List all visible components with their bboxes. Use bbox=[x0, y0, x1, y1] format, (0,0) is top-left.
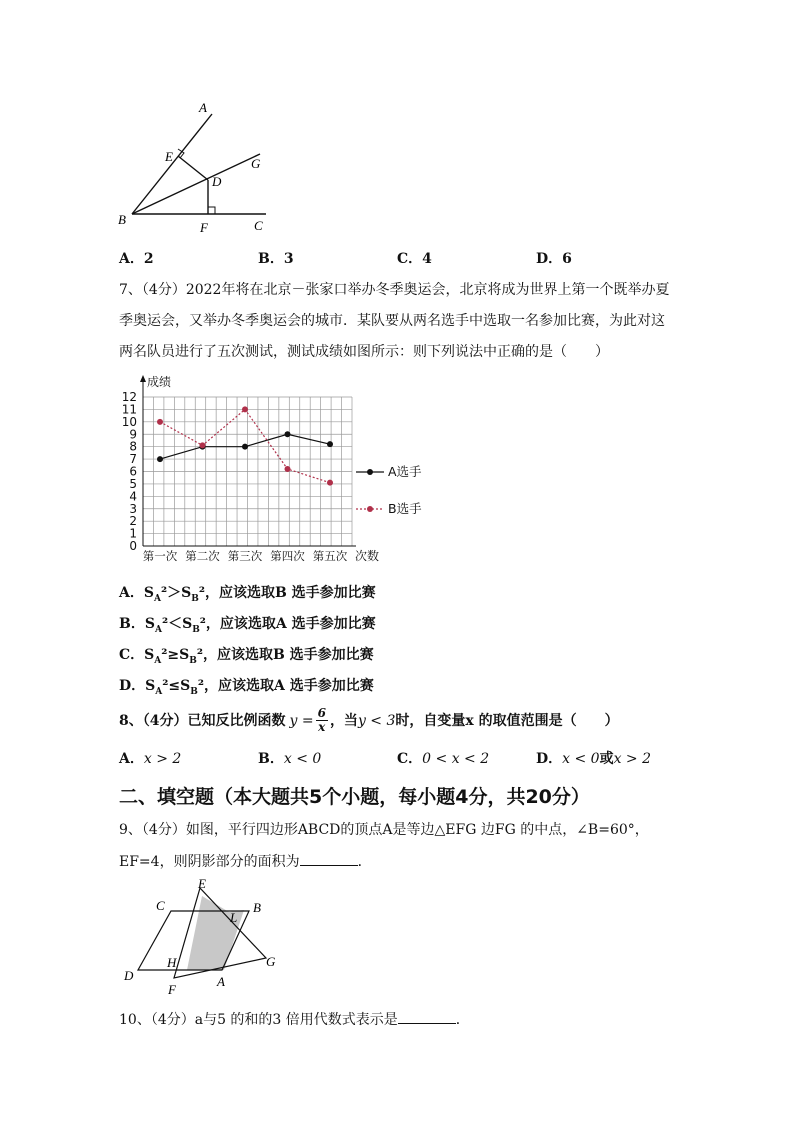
q7-option-d-mid: ²≤S bbox=[162, 678, 191, 694]
x-axis-title: 次数 bbox=[355, 549, 380, 563]
q8-option-d-math2: x > 2 bbox=[613, 751, 652, 767]
label-D: D bbox=[212, 174, 222, 189]
q8-option-d[interactable] bbox=[536, 748, 651, 768]
data-point-a bbox=[157, 456, 163, 462]
legend-label: A选手 bbox=[388, 464, 422, 479]
label-F: F bbox=[200, 220, 208, 235]
q7-option-c[interactable] bbox=[119, 644, 374, 666]
q8-option-b[interactable] bbox=[258, 748, 321, 768]
q9-line-1: 9、（4分）如图，平行四边形ABCD的顶点A是等边△EFG 边FG 的中点，∠B=60°， bbox=[119, 822, 649, 838]
y-tick-label: 5 bbox=[129, 476, 137, 491]
label-G: G bbox=[266, 954, 276, 969]
q8-option-d-math1: x < 0 bbox=[562, 751, 600, 767]
label-F: F bbox=[168, 982, 176, 997]
label-L: L bbox=[230, 910, 238, 925]
y-tick-label: 9 bbox=[129, 427, 137, 442]
q9-line-2 bbox=[119, 851, 372, 872]
y-tick-label: 8 bbox=[129, 439, 137, 454]
q7-option-b-sub2: B bbox=[192, 624, 200, 635]
label-E: E bbox=[198, 876, 206, 891]
geometry-figure-q9 bbox=[116, 876, 286, 998]
q8-option-a-label: A． bbox=[119, 751, 144, 767]
q10-question bbox=[119, 1009, 470, 1030]
q9-line-2-end: ． bbox=[357, 854, 372, 870]
data-point-a bbox=[327, 441, 333, 447]
q8-mid: ，当 bbox=[329, 712, 358, 729]
q8-pre: 8、（4分）已知反比例函数 bbox=[119, 712, 286, 729]
q9-line-2-text: EF=4，则阴影部分的面积为 bbox=[119, 854, 300, 870]
q7-option-d-pre: D．S bbox=[119, 678, 156, 694]
y-tick-label: 0 bbox=[129, 539, 137, 553]
q8-func: y = bbox=[289, 712, 314, 729]
q8-post: 时，自变量x 的取值范围是（ ） bbox=[395, 712, 619, 729]
ray-BG bbox=[132, 154, 260, 214]
q8-option-c[interactable] bbox=[397, 748, 489, 768]
q6-option-a[interactable]: A．2 bbox=[119, 251, 154, 267]
y-tick-label: 11 bbox=[121, 402, 137, 417]
legend-marker bbox=[367, 469, 373, 475]
q6-option-b[interactable]: B．3 bbox=[258, 251, 294, 267]
q7-option-d-sub1: A bbox=[155, 686, 163, 697]
q8-option-b-math: x < 0 bbox=[283, 751, 322, 767]
q7-option-b-mid: ²＜S bbox=[161, 616, 193, 632]
label-H: H bbox=[167, 955, 177, 970]
q8-option-d-or: 或 bbox=[599, 751, 614, 767]
q8-numerator: 6 bbox=[317, 706, 326, 720]
y-axis-arrow bbox=[140, 375, 146, 382]
q8-option-c-label: C． bbox=[397, 751, 423, 767]
x-tick-label: 第四次 bbox=[270, 549, 305, 563]
q7-line-1: 7、（4分）2022年将在北京－张家口举办冬季奥运会，北京将成为世界上第一个既举办夏 bbox=[119, 282, 670, 298]
label-C: C bbox=[156, 898, 165, 913]
data-point-b bbox=[242, 406, 248, 412]
segment-ED bbox=[178, 156, 208, 180]
q7-option-c-sub2: B bbox=[189, 655, 197, 666]
x-tick-label: 第二次 bbox=[185, 549, 220, 563]
q7-option-c-pre: C．S bbox=[119, 647, 155, 663]
q7-option-c-post: ²，应该选取B 选手参加比赛 bbox=[196, 647, 374, 663]
data-point-b bbox=[327, 480, 333, 486]
section-title: 二、填空题（本大题共5个小题，每小题4分，共20分） bbox=[119, 786, 590, 808]
q7-option-d-sub2: B bbox=[190, 686, 198, 697]
x-tick-label: 第三次 bbox=[227, 549, 263, 563]
q10-end: ． bbox=[455, 1012, 470, 1028]
shaded-region bbox=[187, 896, 244, 970]
q7-option-b-sub1: A bbox=[154, 624, 162, 635]
geometry-figure-q6 bbox=[110, 96, 280, 236]
q8-condition: y < 3 bbox=[357, 712, 396, 729]
q7-option-a[interactable] bbox=[119, 582, 376, 604]
label-E: E bbox=[165, 149, 173, 164]
data-point-b bbox=[200, 442, 206, 448]
y-tick-label: 4 bbox=[129, 489, 137, 504]
q9-answer-blank[interactable] bbox=[300, 851, 358, 866]
x-tick-label: 第一次 bbox=[142, 549, 178, 563]
data-point-a bbox=[285, 431, 291, 437]
q8-option-a-math: x > 2 bbox=[143, 751, 182, 767]
y-axis-title: 成绩 bbox=[147, 375, 172, 389]
q7-line-3: 两名队员进行了五次测试，测试成绩如图所示：则下列说法中正确的是（ ） bbox=[119, 344, 609, 360]
q7-option-b-pre: B．S bbox=[119, 616, 155, 632]
label-A: A bbox=[199, 100, 207, 115]
q8-denominator: x bbox=[318, 720, 326, 734]
label-B: B bbox=[118, 212, 126, 227]
label-C: C bbox=[254, 218, 263, 233]
q6-option-c[interactable]: C．4 bbox=[397, 251, 432, 267]
label-D: D bbox=[124, 968, 134, 983]
legend-label: B选手 bbox=[388, 501, 422, 516]
ray-BA bbox=[132, 114, 212, 214]
q6-option-d[interactable]: D．6 bbox=[536, 251, 572, 267]
q8-option-c-math: 0 < x < 2 bbox=[422, 751, 490, 767]
q7-option-a-mid: ²＞S bbox=[160, 585, 192, 601]
data-point-b bbox=[157, 419, 163, 425]
data-point-b bbox=[285, 466, 291, 472]
q8-option-a[interactable] bbox=[119, 748, 181, 768]
x-tick-label: 第五次 bbox=[312, 549, 348, 563]
q7-option-d[interactable] bbox=[119, 675, 374, 697]
y-tick-label: 1 bbox=[129, 526, 137, 541]
line-chart-q7 bbox=[112, 372, 442, 568]
q10-text: 10、（4分）a与5 的和的3 倍用代数式表示是 bbox=[119, 1012, 398, 1028]
q7-option-b[interactable] bbox=[119, 613, 376, 635]
q7-option-a-sub1: A bbox=[153, 593, 161, 604]
q7-option-c-mid: ²≥S bbox=[161, 647, 190, 663]
y-tick-label: 12 bbox=[121, 390, 137, 404]
q8-option-b-label: B． bbox=[258, 751, 284, 767]
y-tick-label: 3 bbox=[129, 501, 137, 516]
label-G: G bbox=[251, 156, 261, 171]
label-B: B bbox=[253, 900, 261, 915]
y-tick-label: 10 bbox=[121, 414, 137, 429]
y-tick-label: 2 bbox=[129, 514, 137, 529]
y-tick-label: 7 bbox=[129, 452, 137, 467]
q7-option-a-pre: A．S bbox=[119, 585, 154, 601]
q7-option-c-sub1: A bbox=[154, 655, 162, 666]
q7-option-a-post: ²，应该选取B 选手参加比赛 bbox=[198, 585, 376, 601]
label-A: A bbox=[217, 974, 225, 989]
q7-line-2: 季奥运会，又举办冬季奥运会的城市．某队要从两名选手中选取一名参加比赛，为此对这 bbox=[119, 313, 665, 329]
y-tick-label: 6 bbox=[129, 464, 137, 479]
legend-marker bbox=[367, 506, 373, 512]
q8-question bbox=[119, 707, 619, 734]
data-point-a bbox=[242, 444, 248, 450]
q8-fraction bbox=[316, 707, 328, 734]
q7-option-a-sub2: B bbox=[191, 593, 199, 604]
q7-option-b-post: ²，应该选取A 选手参加比赛 bbox=[199, 616, 376, 632]
q8-option-d-label: D． bbox=[536, 751, 563, 767]
q7-option-d-post: ²，应该选取A 选手参加比赛 bbox=[197, 678, 374, 694]
q10-answer-blank[interactable] bbox=[398, 1009, 456, 1024]
right-angle-F bbox=[208, 207, 215, 214]
